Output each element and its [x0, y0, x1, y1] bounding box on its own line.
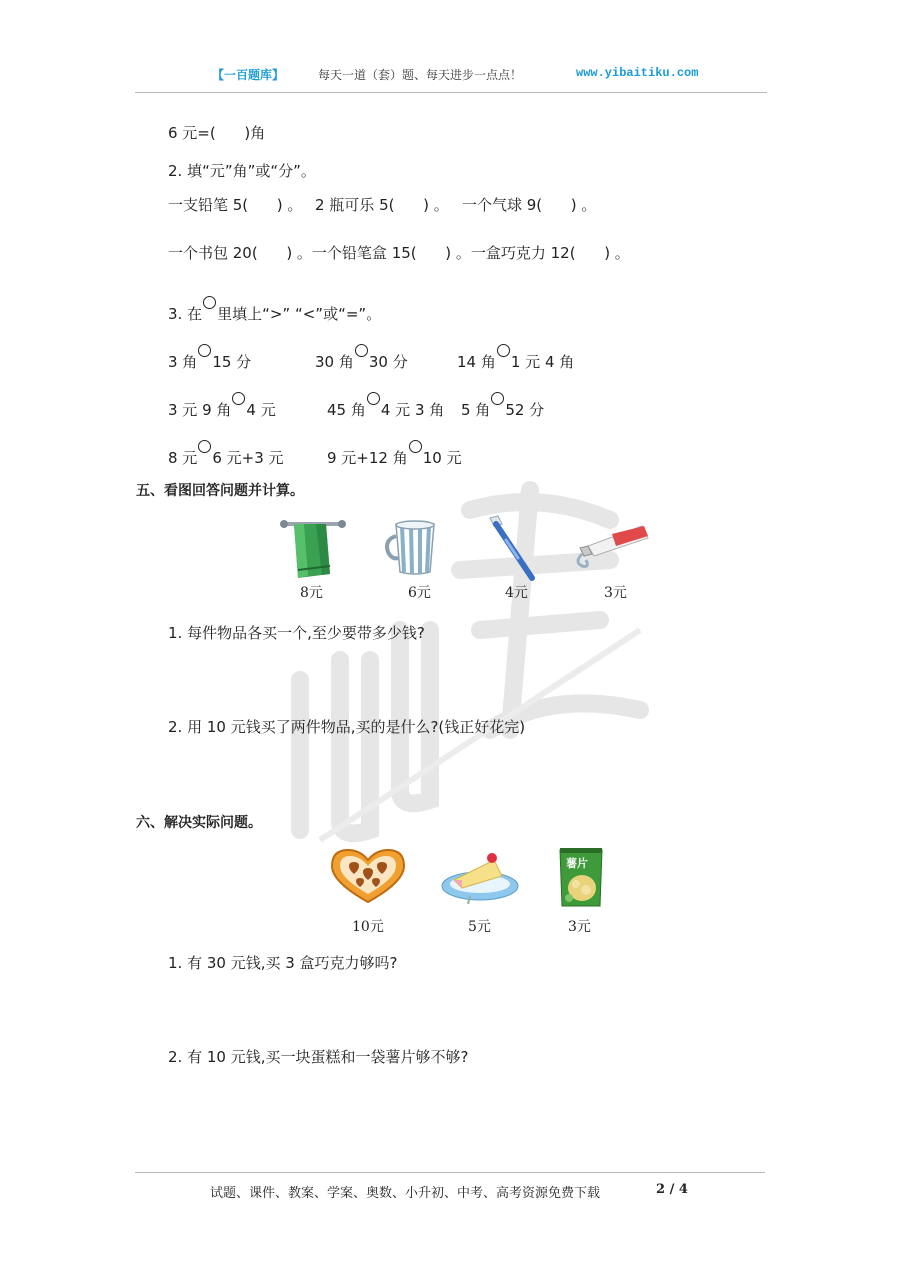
watermark-logo	[280, 430, 660, 860]
q3-compare-7: 8 元 6 元+3 元	[168, 440, 284, 468]
chips-bag-label: 薯片	[566, 857, 588, 870]
q2-item-cola: 2 瓶可乐 5( ) 。	[315, 196, 449, 214]
footer-divider	[135, 1172, 765, 1173]
q3-compare-3: 14 角 1 元 4 角	[457, 344, 574, 372]
q3-compare-4: 3 元 9 角 4 元	[168, 392, 276, 420]
q3-title: 3. 在 里填上“>” “<”或“=”。	[168, 296, 381, 324]
compare-circle-icon	[497, 344, 510, 357]
s6-question-1: 1. 有 30 元钱,买 3 盒巧克力够吗?	[168, 954, 398, 972]
chips-bag-icon	[558, 846, 604, 910]
compare-circle-icon	[355, 344, 368, 357]
compare-circle-icon	[232, 392, 245, 405]
cake-icon	[440, 850, 520, 904]
header-slogan: 每天一道（套）题、每天进步一点点！	[318, 68, 523, 82]
q2-item-balloon: 一个气球 9( ) 。	[462, 196, 597, 214]
toothbrush-icon	[484, 514, 540, 582]
q2-row2: 一个书包 20( ) 。一个铅笔盒 15( ) 。一盒巧克力 12( ) 。	[168, 244, 630, 262]
footer-text: 试题、课件、教案、学案、奥数、小升初、中考、高考资源免费下载	[210, 1186, 601, 1201]
price-toothbrush: 4元	[505, 585, 528, 601]
price-towel: 8元	[300, 585, 323, 601]
chocolate-box-icon	[326, 846, 410, 906]
page-header	[0, 62, 900, 86]
towel-icon	[280, 516, 346, 580]
price-toothpaste: 3元	[604, 585, 627, 601]
section-6-title: 六、解决实际问题。	[136, 815, 262, 831]
price-cake: 5元	[468, 919, 491, 935]
circle-icon	[203, 296, 216, 309]
compare-circle-icon	[491, 392, 504, 405]
section-5-title: 五、看图回答问题并计算。	[136, 483, 304, 499]
page-number: 2 / 4	[656, 1182, 688, 1197]
compare-circle-icon	[198, 440, 211, 453]
q2-title: 2. 填“元”角”或“分”。	[168, 162, 316, 180]
header-brand: 【一百题库】	[212, 68, 285, 82]
q3-compare-6: 5 角 52 分	[461, 392, 544, 420]
toothpaste-icon	[572, 520, 652, 576]
s5-question-2: 2. 用 10 元钱买了两件物品,买的是什么?(钱正好花完)	[168, 718, 526, 736]
price-chocolate: 10元	[352, 919, 384, 935]
price-chips: 3元	[568, 919, 591, 935]
q3-compare-2: 30 角 30 分	[315, 344, 408, 372]
s5-question-1: 1. 每件物品各买一个,至少要带多少钱?	[168, 624, 425, 642]
header-url-link[interactable]: www.yibaitiku.com	[576, 66, 699, 80]
q3-compare-8: 9 元+12 角 10 元	[327, 440, 462, 468]
price-cup: 6元	[408, 585, 431, 601]
question-yuan-jiao: 6 元=( )角	[168, 124, 266, 142]
q3-compare-1: 3 角 15 分	[168, 344, 251, 372]
compare-circle-icon	[367, 392, 380, 405]
s6-question-2: 2. 有 10 元钱,买一块蛋糕和一袋薯片够不够?	[168, 1048, 469, 1066]
q2-item-pencil: 一支铅笔 5( ) 。	[168, 196, 303, 214]
compare-circle-icon	[409, 440, 422, 453]
cup-icon	[384, 518, 444, 578]
compare-circle-icon	[198, 344, 211, 357]
q3-compare-5: 45 角 4 元 3 角	[327, 392, 444, 420]
header-divider	[135, 92, 767, 93]
